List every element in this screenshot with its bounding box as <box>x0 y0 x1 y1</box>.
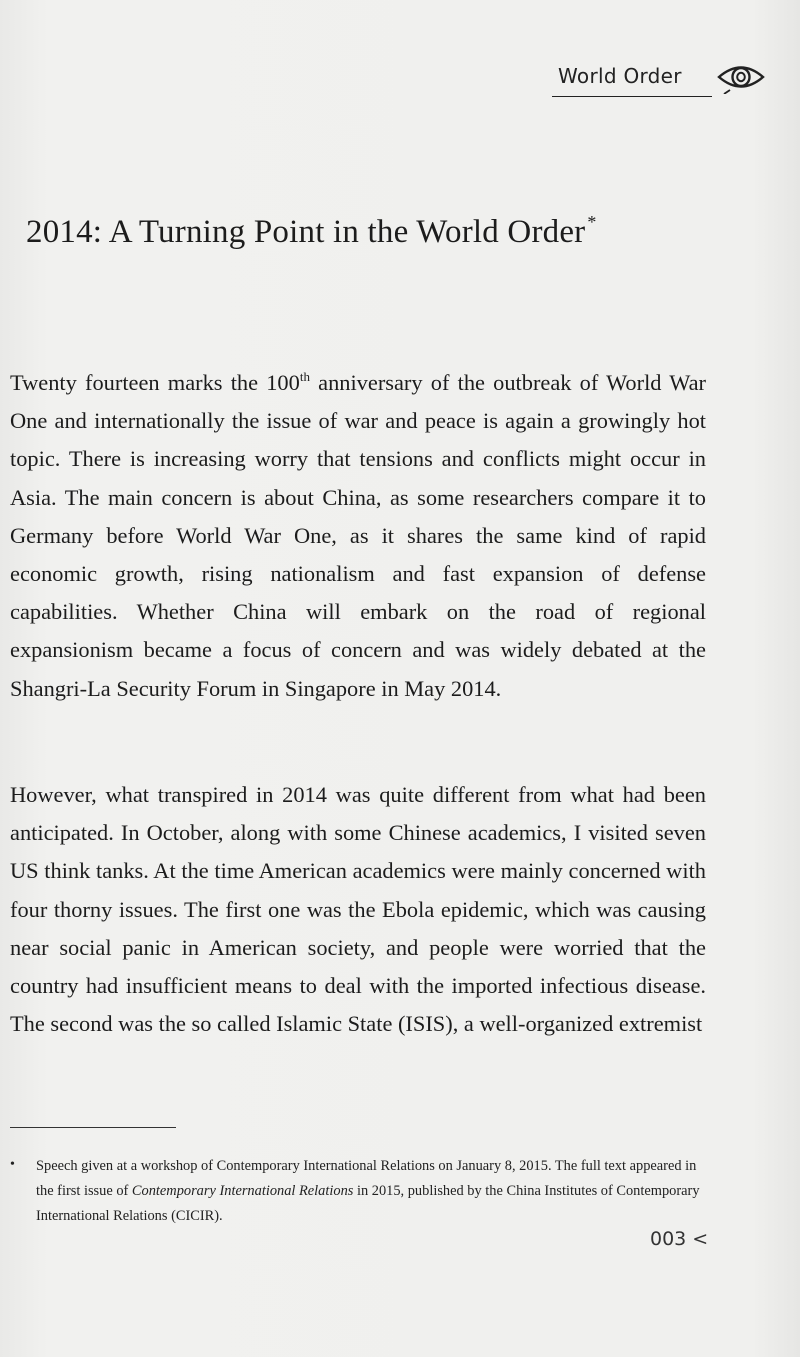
title-footnote-mark: * <box>587 212 597 232</box>
footnote-rule <box>10 1127 176 1128</box>
header-rule <box>552 96 712 97</box>
paragraph-2: However, what transpired in 2014 was quite different from what had been anticipated. In October, along with some Chinese academics, I visited seven US think tanks. At the time American academics were mainly concerned with four thorny issues. The first one was the Ebola epidemic, which was causing near social panic in American society, and people were worried that the country had insufficient means to deal with the imported infectious disease. The second was the so called Islamic State (ISIS), a well-organized extremist <box>10 782 706 1037</box>
article-title <box>26 212 597 251</box>
footnote-mark: • <box>10 1157 15 1172</box>
footnote-text-1: Speech given at a workshop of Contemporary International Relations on January 8, 2015. The full text appeared in the first issue of <box>36 1158 697 1199</box>
paragraph-1 <box>10 364 706 708</box>
running-header <box>552 58 770 98</box>
article-title-text: 2014: A Turning Point in the World Order <box>26 214 586 250</box>
footnote-body <box>36 1154 706 1229</box>
p1-superscript: th <box>299 369 310 384</box>
p1-part1: Twenty fourteen marks the 100 <box>10 370 300 395</box>
eye-icon <box>716 60 766 94</box>
page-number: 003 < <box>650 1228 709 1250</box>
p1-part2: anniversary of the outbreak of World War One and internationally the issue of war and peace is again a growingly hot topic. There is increasing worry that tensions and conflicts might occur in Asia. The main concern is about China, as some researchers compare it to Germany before World War One, as it shares the same kind of rapid economic growth, rising nationalism and fast expansion of defense capabilities. Whether China will embark on the road of regional expansionism became a focus of concern and was widely debated at the Shangri-La Security Forum in Singapore in May 2014. <box>10 370 706 701</box>
footnote-journal-title: Contemporary International Relations <box>131 1183 354 1199</box>
header-title: World Order <box>558 64 682 88</box>
footnote-text-2: in 2015, published by the China Institutes of Contemporary International Relations (CICIR). <box>36 1183 700 1224</box>
footnote <box>10 1154 706 1229</box>
